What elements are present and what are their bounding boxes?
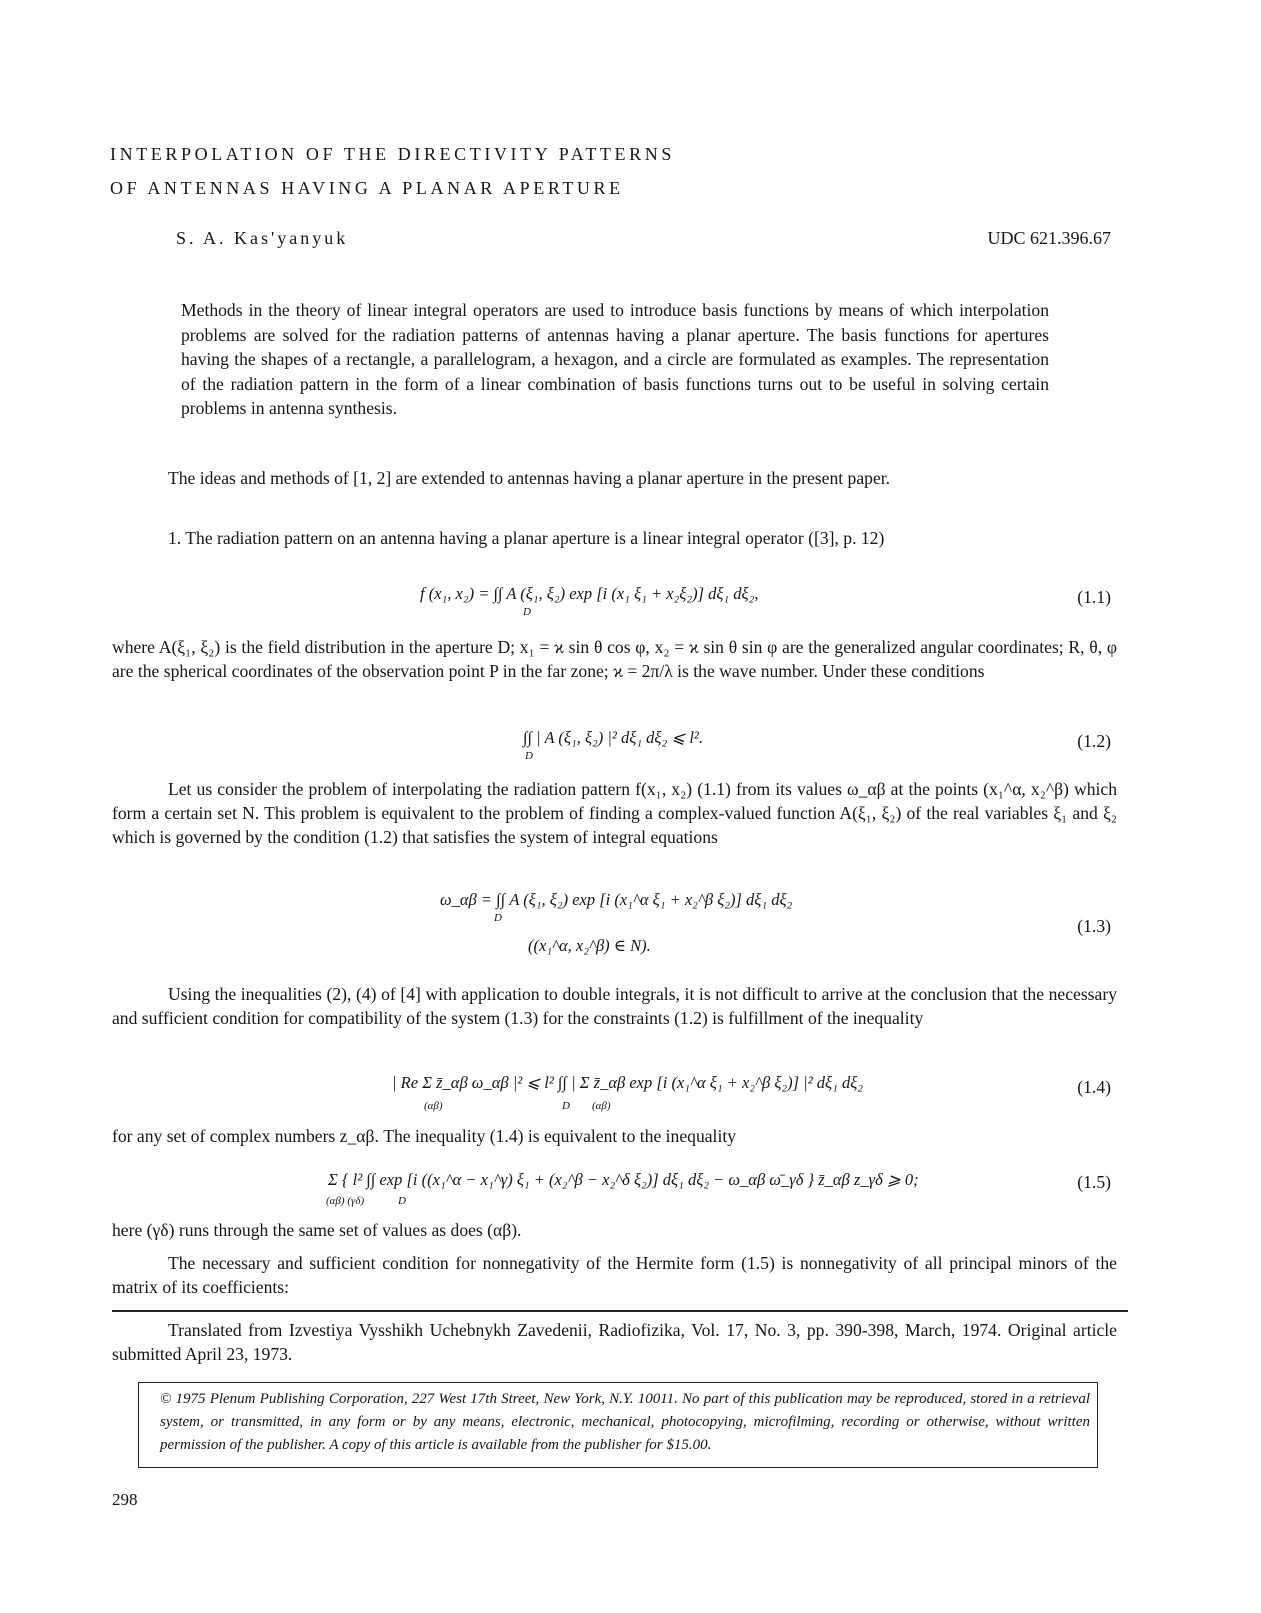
abstract: Methods in the theory of linear integral operators are used to introduce basis functions by means of which interpolation problems are solved for the radiation patterns of antennas having a planar aperture. The basis functions for apertures having the shapes of a rectangle, a parallelogram, a hexagon, and a circle are formulated as examples. The representation of the radiation pattern in the form of a linear combination of basis functions turns out to be useful in solving certain problems in antenna synthesis. bbox=[181, 300, 1049, 419]
translation-note: Translated from Izvestiya Vysshikh Uchebnykh Zavedenii, Radiofizika, Vol. 17, No. 3, pp. 390-398, March, 1974. Original article submitted April 23, 1973. bbox=[112, 1320, 1117, 1364]
footnote-divider bbox=[112, 1310, 1128, 1312]
equation-1-4-index-1: (αβ) bbox=[424, 1100, 443, 1112]
equation-number-1-5: (1.5) bbox=[1077, 1172, 1111, 1192]
equation-1-4-domain: D bbox=[562, 1100, 570, 1112]
title-line-2: OF ANTENNAS HAVING A PLANAR APERTURE bbox=[110, 178, 624, 198]
paragraph-intro: The ideas and methods of [1, 2] are extended to antennas having a planar aperture in the present paper. bbox=[168, 468, 891, 488]
page-number: 298 bbox=[112, 1490, 138, 1509]
udc-code: UDC 621.396.67 bbox=[987, 228, 1111, 248]
equation-1-3-line-2: ((x₁^α, x₂^β) ∈ N). bbox=[528, 936, 651, 955]
equation-1-5-index: (αβ) (γδ) bbox=[326, 1195, 365, 1207]
paragraph-compatibility: Using the inequalities (2), (4) of [4] with application to double integrals, it is not difficult to arrive at the conclusion that the necessary and sufficient condition for compatibility of the system (1.3) for the constraints (1.2) is fulfillment of the inequality bbox=[112, 984, 1117, 1028]
equation-number-1-4: (1.4) bbox=[1077, 1077, 1111, 1097]
equation-1-1: f (x₁, x₂) = ∫∫ A (ξ₁, ξ₂) exp [i (x₁ ξ₁ + x₂ξ₂)] dξ₁ dξ₂, bbox=[420, 584, 759, 603]
paragraph-definitions: where A(ξ₁, ξ₂) is the field distribution in the aperture D; x₁ = ϰ sin θ cos φ, x₂ = ϰ sin θ sin φ are the generalized angular coordinates; R, θ, φ are the spherical coordinates of the observation point P in the far zone; ϰ = 2π/λ is the wave number. Under these conditions bbox=[112, 637, 1117, 681]
equation-number-1-2: (1.2) bbox=[1077, 731, 1111, 751]
equation-1-1-domain: D bbox=[523, 606, 531, 618]
equation-1-5-domain: D bbox=[398, 1195, 406, 1207]
copyright-notice: © 1975 Plenum Publishing Corporation, 227 West 17th Street, New York, N.Y. 10011. No part of this publication may be reproduced, stored in a retrieval system, or transmitted, in any form or by any means, electronic, mechanical, photocopying, microfilming, recording or otherwise, without written permission of the publisher. A copy of this article is available from the publisher for $15.00. bbox=[160, 1391, 1090, 1453]
equation-1-4-index-2: (αβ) bbox=[592, 1100, 611, 1112]
equation-1-3-domain: D bbox=[494, 912, 502, 924]
author: S. A. Kas'yanyuk bbox=[176, 228, 349, 248]
paragraph-interpolation-problem: Let us consider the problem of interpolating the radiation pattern f(x₁, x₂) (1.1) from its values ω_αβ at the points (x₁^α, x₂^β) which form a certain set N. This problem is equivalent to the problem of finding a complex-valued function A(ξ₁, ξ₂) of the real variables ξ₁ and ξ₂ which is governed by the condition (1.2) that satisfies the system of integral equations bbox=[112, 779, 1117, 847]
equation-number-1-3: (1.3) bbox=[1077, 916, 1111, 936]
paragraph-equivalence: for any set of complex numbers z_αβ. The inequality (1.4) is equivalent to the inequality bbox=[112, 1126, 737, 1146]
equation-1-2-domain: D bbox=[525, 750, 533, 762]
paragraph-gamma-delta: here (γδ) runs through the same set of values as does (αβ). bbox=[112, 1220, 522, 1240]
paragraph-hermite-form: The necessary and sufficient condition for nonnegativity of the Hermite form (1.5) is nonnegativity of all principal minors of the matrix of its coefficients: bbox=[112, 1253, 1117, 1297]
equation-1-2: ∫∫ | A (ξ₁, ξ₂) |² dξ₁ dξ₂ ⩽ l². bbox=[523, 728, 703, 747]
equation-1-3-line-1: ω_αβ = ∫∫ A (ξ₁, ξ₂) exp [i (x₁^α ξ₁ + x₂^β ξ₂)] dξ₁ dξ₂ bbox=[440, 890, 793, 909]
paragraph-section-1: 1. The radiation pattern on an antenna having a planar aperture is a linear integral operator ([3], p. 12) bbox=[168, 528, 885, 548]
title-line-1: INTERPOLATION OF THE DIRECTIVITY PATTERNS bbox=[110, 144, 675, 164]
equation-1-4: | Re Σ z̄_αβ ω_αβ |² ⩽ l² ∫∫ | Σ z̄_αβ exp [i (x₁^α ξ₁ + x₂^β ξ₂)] |² dξ₁ dξ₂ bbox=[392, 1073, 864, 1092]
equation-1-5: Σ { l² ∫∫ exp [i ((x₁^α − x₁^γ) ξ₁ + (x₂^β − x₂^δ ξ₂)] dξ₁ dξ₂ − ω_αβ ω̄_γδ } z̄_αβ z_γδ ⩾ 0; bbox=[328, 1170, 919, 1189]
equation-number-1-1: (1.1) bbox=[1077, 587, 1111, 607]
